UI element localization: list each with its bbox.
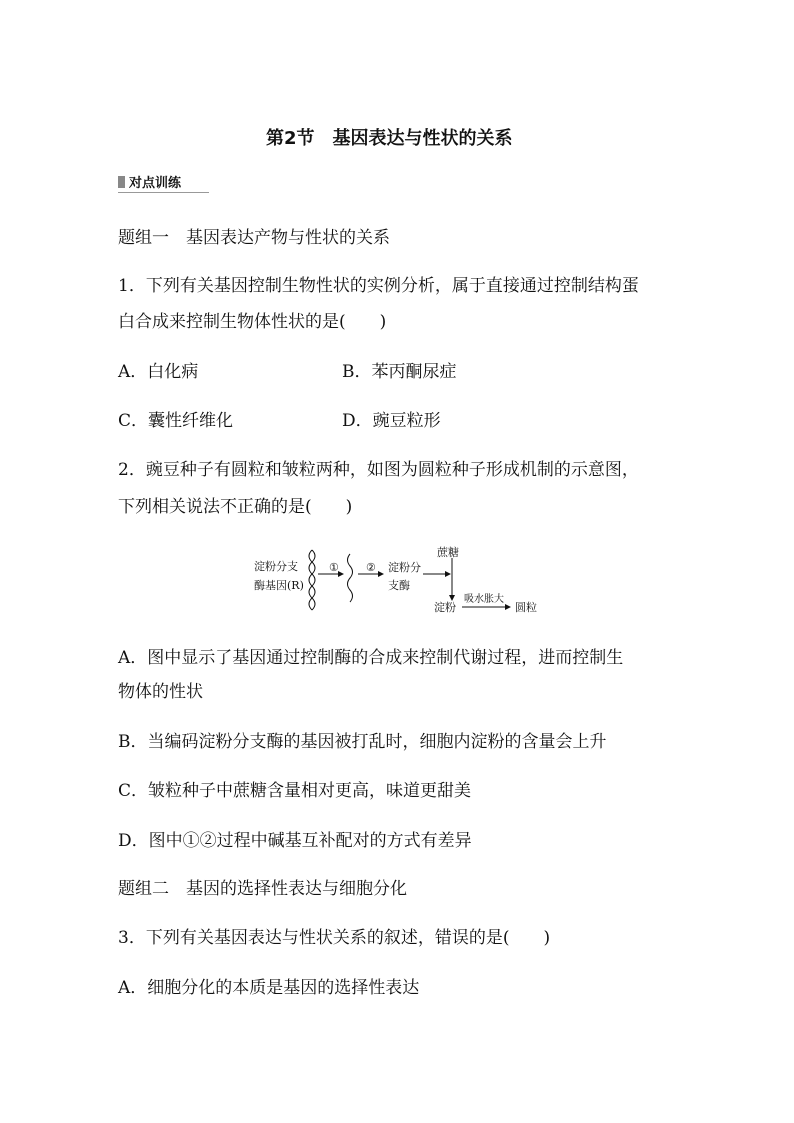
diagram-sucrose: 蔗糖	[437, 546, 459, 559]
section-tag-label: 对点训练	[129, 176, 182, 191]
q2-option-c: C．皱粒种子中蔗糖含量相对更高，味道更甜美	[118, 781, 472, 801]
q1-option-d: D．豌豆粒形	[342, 411, 441, 431]
q2-option-b: B．当编码淀粉分支酶的基因被打乱时，细胞内淀粉的含量会上升	[118, 732, 607, 752]
diagram-swell: 吸水胀大	[464, 594, 504, 605]
q3-option-a: A．细胞分化的本质是基因的选择性表达	[118, 978, 420, 998]
diagram-enzyme-label-2: 支酶	[388, 579, 410, 592]
q2-option-a-line2: 物体的性状	[118, 682, 203, 702]
diagram-gene-label-2: 酶基因(R)	[254, 579, 304, 592]
group-heading-2: 题组二 基因的选择性表达与细胞分化	[118, 879, 407, 899]
q1-stem-line1: 1．下列有关基因控制生物性状的实例分析，属于直接通过控制结构蛋	[118, 276, 639, 296]
q1-stem-line2: 白合成来控制生物体性状的是( )	[118, 312, 387, 332]
q2-option-d: D．图中①②过程中碱基互补配对的方式有差异	[118, 831, 472, 851]
q2-stem-line1: 2．豌豆种子有圆粒和皱粒两种，如图为圆粒种子形成机制的示意图，	[118, 460, 639, 480]
diagram-enzyme-label: 淀粉分	[388, 561, 421, 574]
q2-option-a-line1: A．图中显示了基因通过控制酶的合成来控制代谢过程，进而控制生	[118, 648, 624, 668]
q2-stem-line2: 下列相关说法不正确的是( )	[118, 497, 353, 517]
diagram-starch: 淀粉	[434, 601, 456, 614]
diagram-step-2: ②	[366, 561, 376, 574]
mrna-strand	[348, 554, 353, 602]
q1-option-a: A．白化病	[118, 362, 199, 382]
page-title: 第2节 基因表达与性状的关系	[266, 128, 513, 149]
diagram-gene-label: 淀粉分支	[254, 560, 298, 573]
diagram-step-1: ①	[329, 561, 339, 574]
section-tag	[118, 172, 209, 193]
diagram-round: 圆粒	[515, 601, 537, 614]
group-heading-1: 题组一 基因表达产物与性状的关系	[118, 228, 390, 248]
tag-marker-icon	[118, 176, 125, 188]
q1-option-b: B．苯丙酮尿症	[342, 362, 457, 382]
q1-option-c: C．囊性纤维化	[118, 411, 234, 431]
q3-stem: 3．下列有关基因表达与性状关系的叙述，错误的是( )	[118, 928, 551, 948]
